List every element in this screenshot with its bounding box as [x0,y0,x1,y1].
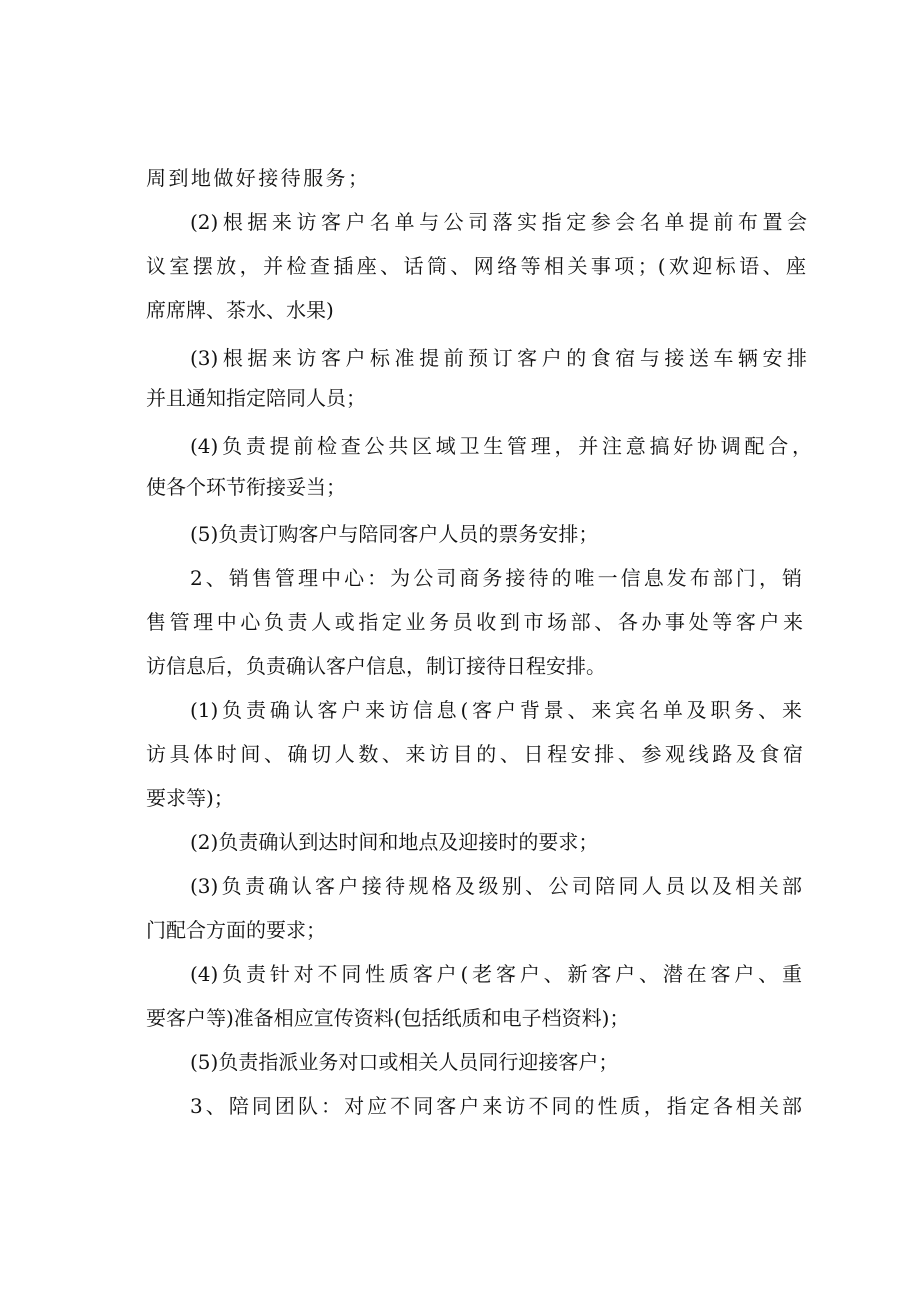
text-line-17: (3)负责确认客户接待规格及级别、公司陪同人员以及相关部 [190,874,802,898]
text-line-11: 售管理中心负责人或指定业务员收到市场部、各办事处等客户来 [146,610,803,634]
text-line-1: 周到地做好接待服务； [146,166,368,190]
text-line-5: (3)根据来访客户标准提前预订客户的食宿与接送车辆安排 [190,346,807,370]
text-line-21: (5)负责指派业务对口或相关人员同行迎接客户； [190,1050,619,1074]
text-line-20: 要客户等)准备相应宣传资料(包括纸质和电子档资料)； [146,1006,630,1030]
text-line-6: 并且通知指定陪同人员； [146,386,366,410]
text-line-2: (2)根据来访客户名单与公司落实指定参会名单提前布置会 [190,210,807,234]
text-line-12: 访信息后，负责确认客户信息，制订接待日程安排。 [146,654,606,678]
text-line-8: 使各个环节衔接妥当； [146,475,346,499]
text-line-7: (4)负责提前检查公共区域卫生管理，并注意搞好协调配合， [190,434,812,458]
text-line-13: (1)负责确认客户来访信息(客户背景、来宾名单及职务、来 [190,698,802,722]
text-line-9: (5)负责订购客户与陪同客户人员的票务安排； [190,522,599,546]
text-line-3: 议室摆放，并检查插座、话筒、网络等相关事项；(欢迎标语、座 [146,254,806,278]
text-line-4: 席席牌、茶水、水果) [146,298,334,322]
text-line-18: 门配合方面的要求； [146,918,326,942]
text-line-22: 3、陪同团队：对应不同客户来访不同的性质，指定各相关部 [190,1094,802,1118]
text-line-10: 2、销售管理中心：为公司商务接待的唯一信息发布部门，销 [190,566,802,590]
text-line-14: 访具体时间、确切人数、来访目的、日程安排、参观线路及食宿 [146,742,803,766]
text-line-19: (4)负责针对不同性质客户(老客户、新客户、潜在客户、重 [190,962,802,986]
text-line-15: 要求等)； [146,786,234,810]
text-line-16: (2)负责确认到达时间和地点及迎接时的要求； [190,830,599,854]
